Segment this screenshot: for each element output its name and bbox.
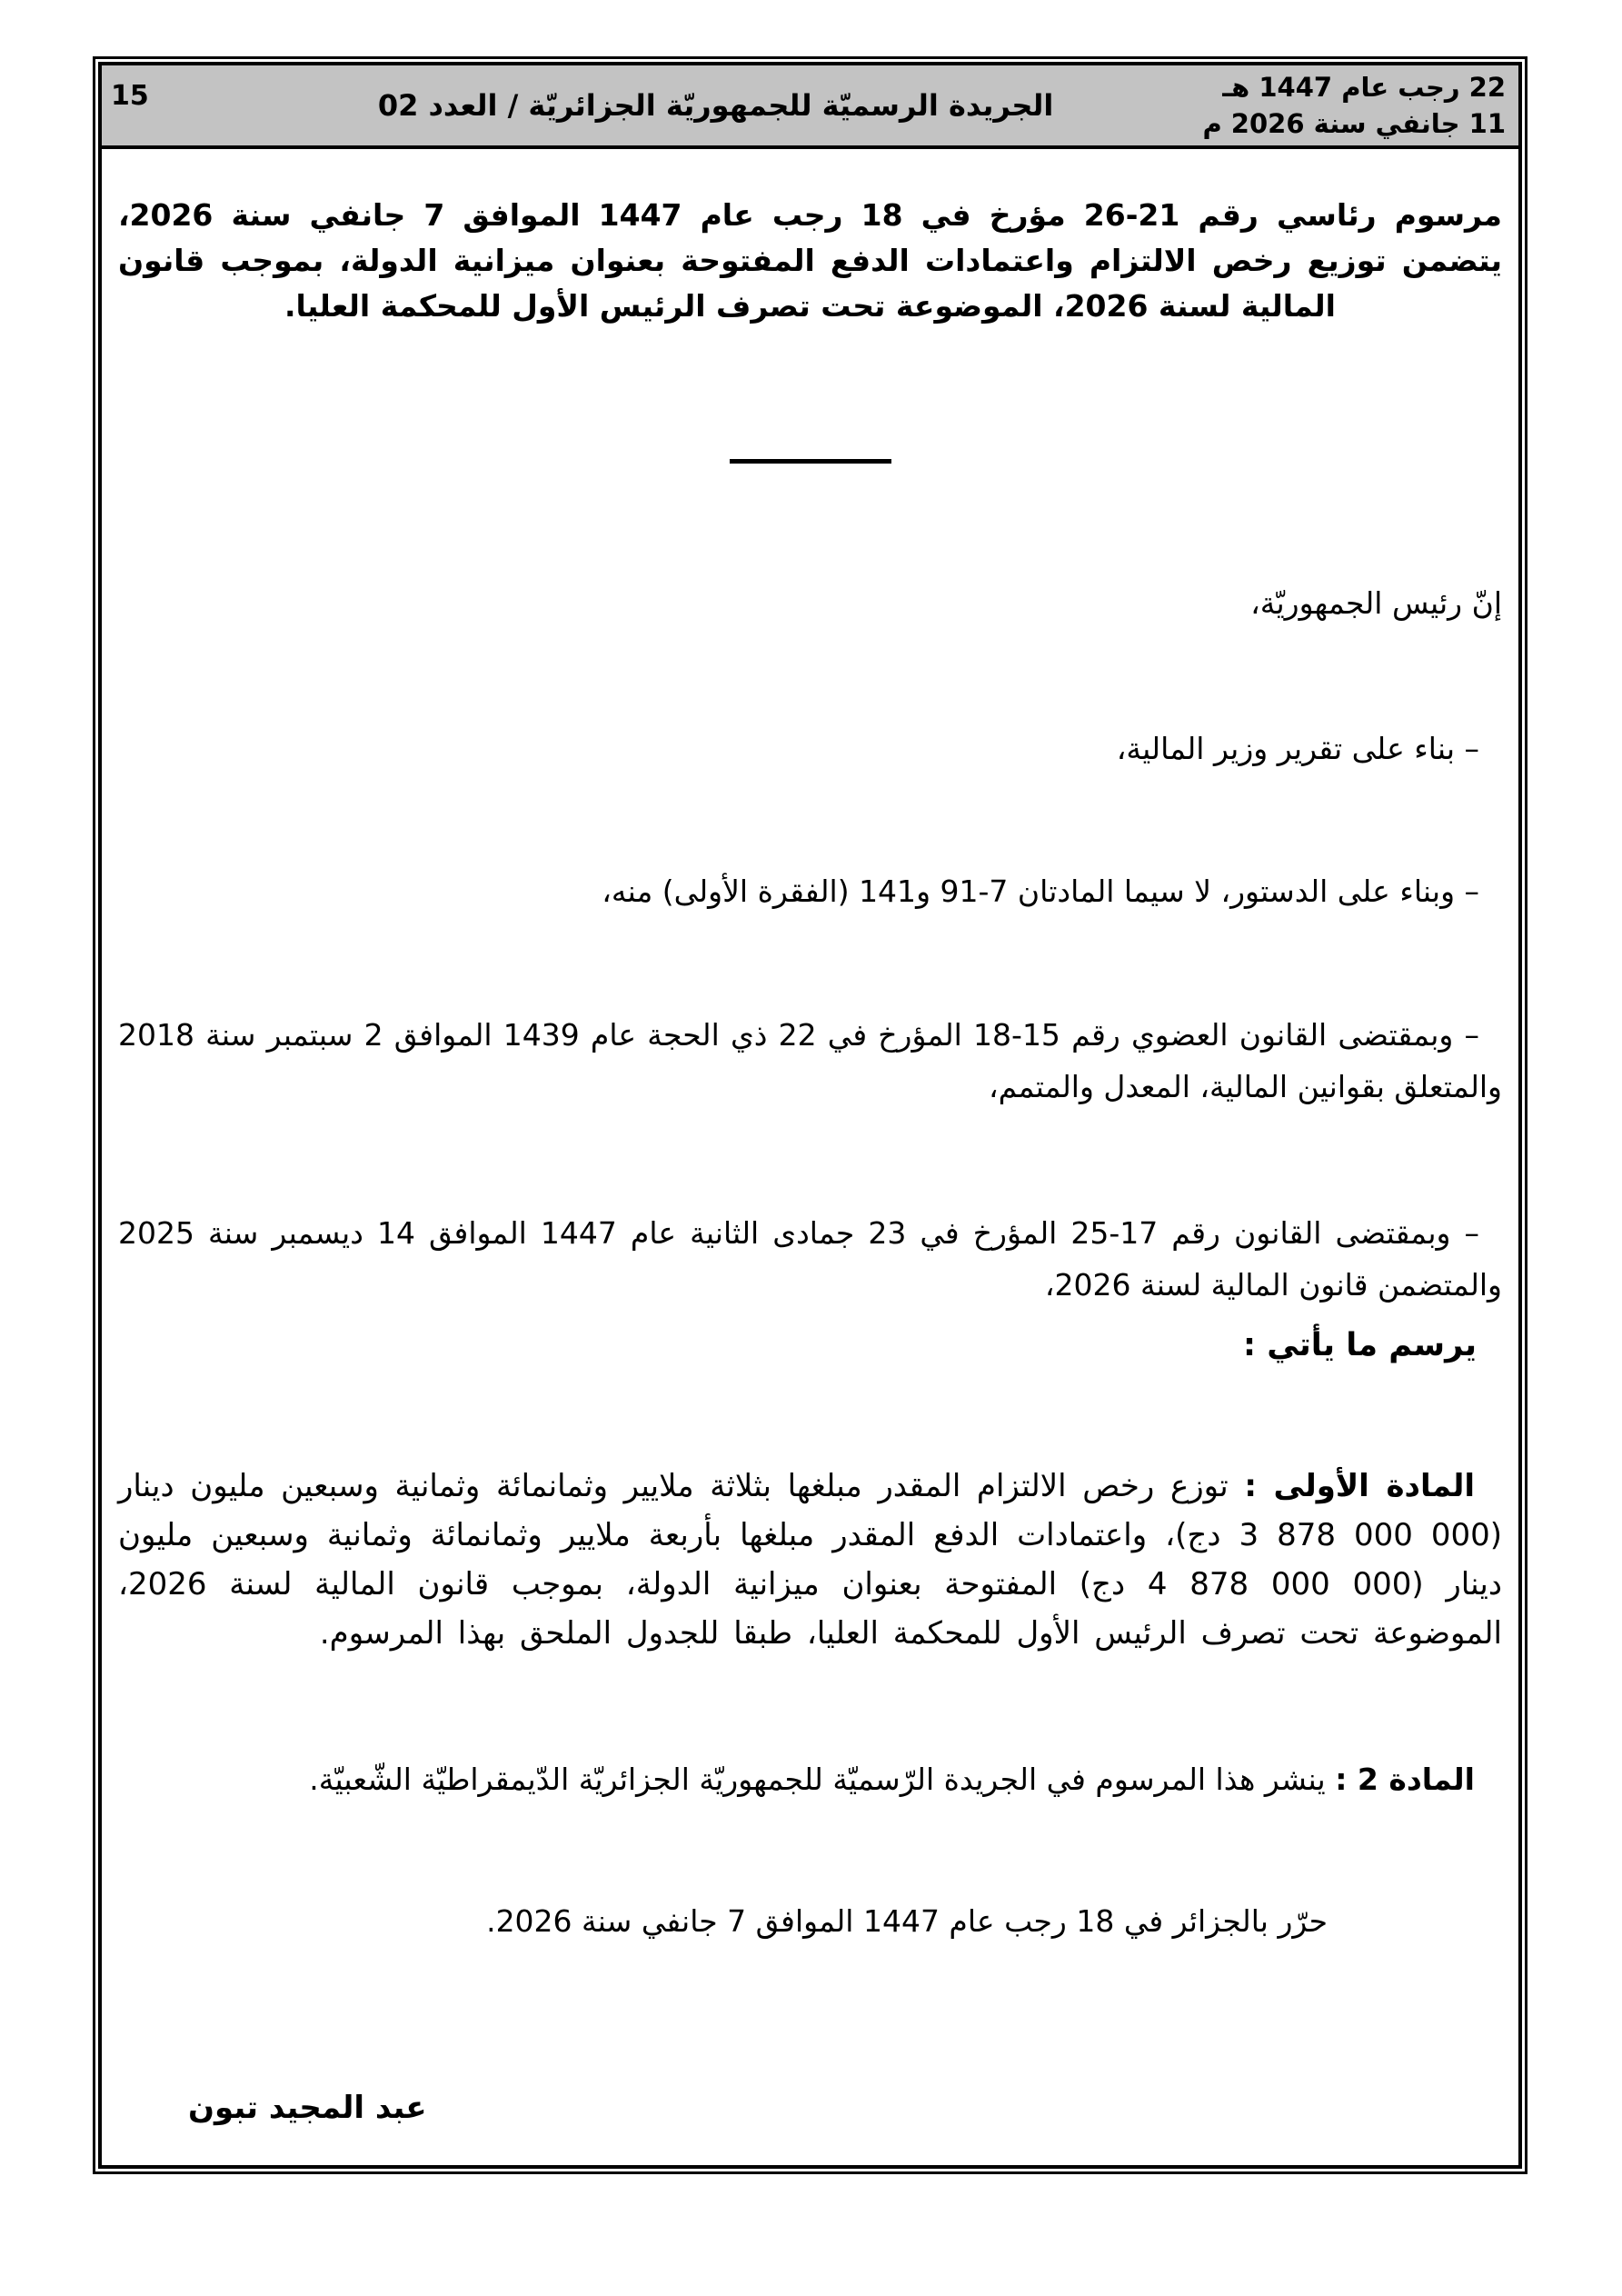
section-divider [730,459,891,464]
visa-finance-law: – وبمقتضى القانون رقم 17-25 المؤرخ في 23 جمادى الثانية عام 1447 الموافق 14 ديسمبر سنة 2025 والمتضمن قانون المالية لسنة 2026، [118,1215,1502,1303]
article-1-text: توزع رخص الالتزام المقدر مبلغها بثلاثة ملايير وثمانمائة وثمانية وسبعين مليون دينار (3 878 000 000 دج)، واعتمادات الدفع المقدر مبلغها بأربعة ملايير وثمانمائة وثمانية وسبعين مليون دينار (4 878 000 000 دج) المفتوحة بعنوان ميزانية الدولة، بموجب قانون المالية لسنة 2026، الموضوعة تحت تصرف الرئيس الأول للمحكمة العليا، طبقا للجدول الملحق بهذا المرسوم. [118,1468,1502,1652]
header-dates [1202,69,1518,142]
page-frame-outer [93,56,1527,2174]
preamble-intro: إنّ رئيس الجمهوريّة، [1250,585,1502,621]
visa-organic-law: – وبمقتضى القانون العضوي رقم 15-18 المؤرخ في 22 ذي الحجة عام 1439 الموافق 2 سبتمبر سنة 2018 والمتعلق بقوانين المالية، المعدل والمتمم، [118,1017,1502,1104]
visa-report-finance-minister: – بناء على تقرير وزير المالية، [1116,731,1479,766]
journal-title: الجريدة الرسميّة للجمهوريّة الجزائريّة / العدد 02 [377,88,1054,123]
article-1-label: المادة الأولى : [1244,1468,1475,1504]
enacting-formula: يرسم ما يأتي : [1243,1327,1477,1363]
signatory-name: عبد المجيد تبون [188,2090,427,2126]
gregorian-date: 11 جانفي سنة 2026 م [1202,108,1506,139]
done-at-line: حرّر بالجزائر في 18 رجب عام 1447 الموافق 7 جانفي سنة 2026. [486,1903,1328,1939]
header-band [102,65,1518,149]
article-2 [118,1754,1502,1804]
article-1 [118,1462,1502,1658]
article-2-text: ينشر هذا المرسوم في الجريدة الرّسميّة للجمهوريّة الجزائريّة الدّيمقراطيّة الشّعبيّة. [309,1762,1326,1797]
decree-title: مرسوم رئاسي رقم 21-26 مؤرخ في 18 رجب عام 1447 الموافق 7 جانفي سنة 2026، يتضمن توزيع رخص الالتزام واعتمادات الدفع المفتوحة بعنوان ميزانية الدولة، بموجب قانون المالية لسنة 2026، الموضوعة تحت تصرف الرئيس الأول للمحكمة العليا. [118,197,1502,324]
page-number: 15 [111,80,149,112]
article-2-label: المادة 2 : [1335,1762,1475,1797]
page-frame-inner [98,62,1522,2169]
hijri-date: 22 رجب عام 1447 هـ [1222,72,1506,103]
visa-constitution: – وبناء على الدستور، لا سيما المادتان 7-91 و141 (الفقرة الأولى) منه، [602,873,1479,909]
decree-body [102,149,1518,2165]
